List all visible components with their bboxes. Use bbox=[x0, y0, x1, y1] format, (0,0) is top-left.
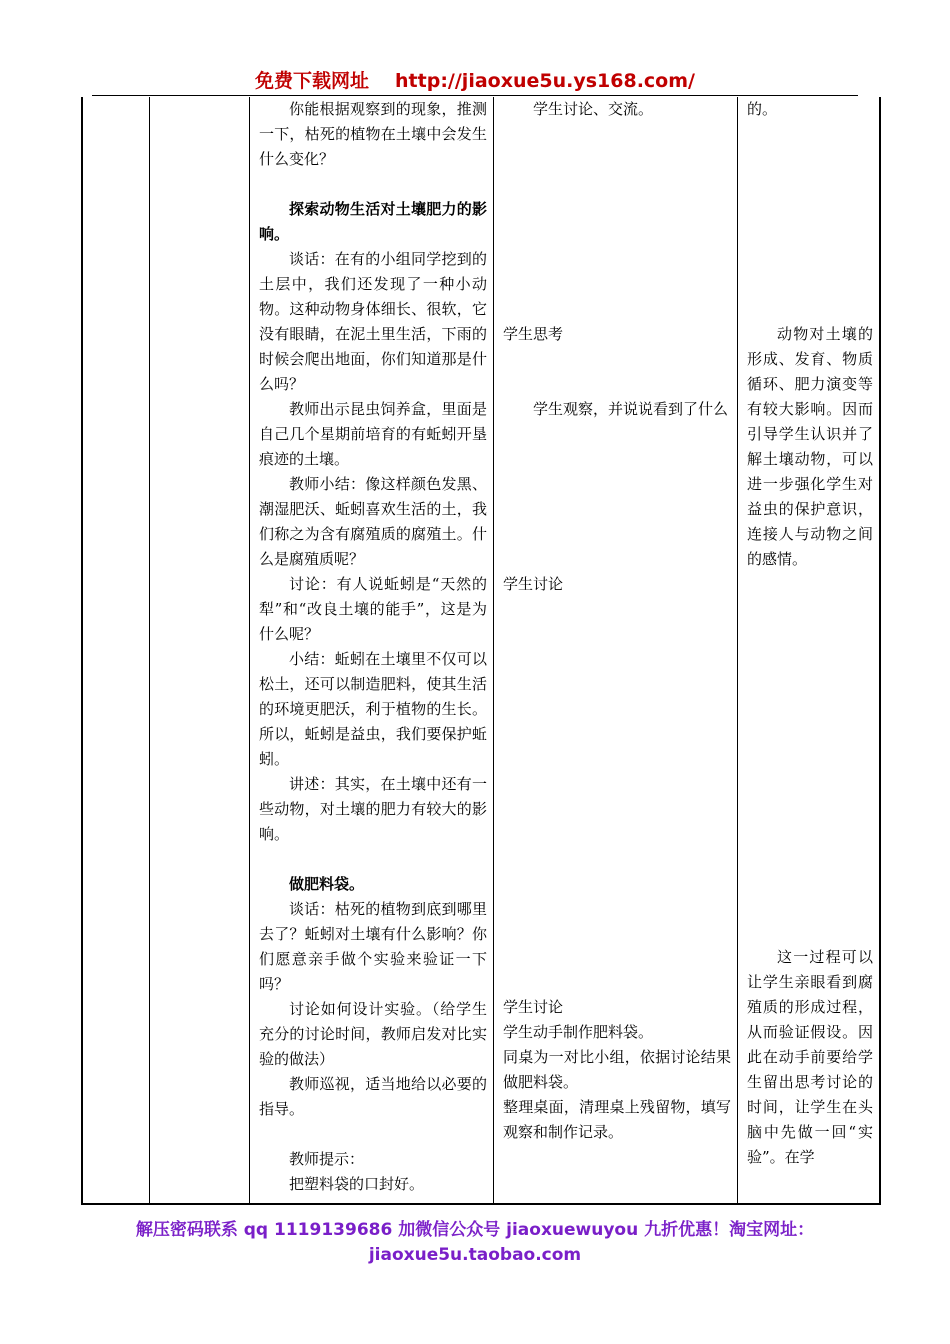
teacher-paragraph: 把塑料袋的口封好。 bbox=[289, 1175, 425, 1193]
contact-footer bbox=[0, 1218, 950, 1268]
teacher-paragraph: 讨论如何设计实验。（给学生充分的讨论时间，教师启发对比实验的做法） bbox=[259, 1000, 487, 1068]
student-activity: 学生讨论 bbox=[503, 575, 564, 593]
download-site-header bbox=[0, 66, 950, 93]
student-activity: 整理桌面，清理桌上残留物，填写观察和制作记录。 bbox=[503, 1098, 731, 1141]
teacher-paragraph: 讲述：其实，在土壤中还有一些动物，对土壤的肥力有较大的影响。 bbox=[259, 775, 487, 843]
header-label: 免费下载网址 bbox=[255, 70, 370, 92]
section-heading-fertilizer-bag: 做肥料袋。 bbox=[289, 875, 365, 893]
teacher-paragraph: 教师巡视，适当地给以必要的指导。 bbox=[259, 1075, 487, 1118]
header-divider bbox=[92, 95, 858, 96]
footer-line-contact: 解压密码联系 qq 1119139686 加微信公众号 jiaoxuewuyou 九折优惠！淘宝网址： bbox=[135, 1220, 815, 1240]
student-activity: 学生讨论、交流。 bbox=[533, 100, 654, 118]
teacher-paragraph: 你能根据观察到的现象，推测一下，枯死的植物在土壤中会发生什么变化？ bbox=[259, 100, 487, 168]
student-activity: 学生动手制作肥料袋。 bbox=[503, 1023, 654, 1041]
header-url-link[interactable]: http://jiaoxue5u.ys168.com/ bbox=[395, 70, 695, 92]
student-activity: 学生讨论 bbox=[503, 998, 564, 1016]
teacher-activity-column bbox=[259, 97, 487, 1197]
column-divider-2 bbox=[249, 97, 250, 1203]
design-note: 动物对土壤的形成、发育、物质循环、肥力演变等有较大影响。因而引导学生认识并了解土壤动物，可以进一步强化学生对益虫的保护意识，连接人与动物之间的感情。 bbox=[747, 325, 873, 568]
student-activity: 学生思考 bbox=[503, 325, 564, 343]
teacher-paragraph: 教师提示： bbox=[289, 1150, 365, 1168]
column-divider-3 bbox=[493, 97, 494, 1203]
teacher-paragraph: 小结：蚯蚓在土壤里不仅可以松土，还可以制造肥料，使其生活的环境更肥沃，利于植物的生长。所以，蚯蚓是益虫，我们要保护蚯蚓。 bbox=[259, 650, 487, 768]
column-divider-4 bbox=[737, 97, 738, 1203]
section-heading-animals: 探索动物生活对土壤肥力的影响。 bbox=[259, 200, 487, 243]
teacher-paragraph: 讨论：有人说蚯蚓是“天然的犁”和“改良土壤的能手”，这是为什么呢？ bbox=[259, 575, 487, 643]
teacher-paragraph: 谈话：枯死的植物到底到哪里去了？蚯蚓对土壤有什么影响？你们愿意亲手做个实验来验证一下吗？ bbox=[259, 900, 487, 993]
lesson-plan-table bbox=[81, 97, 881, 1205]
teacher-paragraph: 教师出示昆虫饲养盒，里面是自己几个星期前培育的有蚯蚓开垦痕迹的土壤。 bbox=[259, 400, 487, 468]
footer-shop-link[interactable]: jiaoxue5u.taobao.com bbox=[368, 1245, 582, 1265]
teacher-paragraph: 谈话：在有的小组同学挖到的土层中，我们还发现了一种小动物。这种动物身体细长、很软，它没有眼睛，在泥土里生活，下雨的时候会爬出地面，你们知道那是什么吗？ bbox=[259, 250, 487, 393]
design-note: 这一过程可以让学生亲眼看到腐殖质的形成过程，从而验证假设。因此在动手前要给学生留出思考讨论的时间，让学生在头脑中先做一回“实验”。在学 bbox=[747, 948, 873, 1166]
teacher-paragraph: 教师小结：像这样颜色发黑、潮湿肥沃、蚯蚓喜欢生活的土，我们称之为含有腐殖质的腐殖土。什么是腐殖质呢？ bbox=[259, 475, 487, 568]
student-activity: 同桌为一对比小组，依据讨论结果做肥料袋。 bbox=[503, 1048, 731, 1091]
student-activity: 学生观察，并说说看到了什么 bbox=[533, 400, 729, 418]
design-note: 的。 bbox=[747, 100, 778, 118]
column-divider-1 bbox=[149, 97, 150, 1203]
